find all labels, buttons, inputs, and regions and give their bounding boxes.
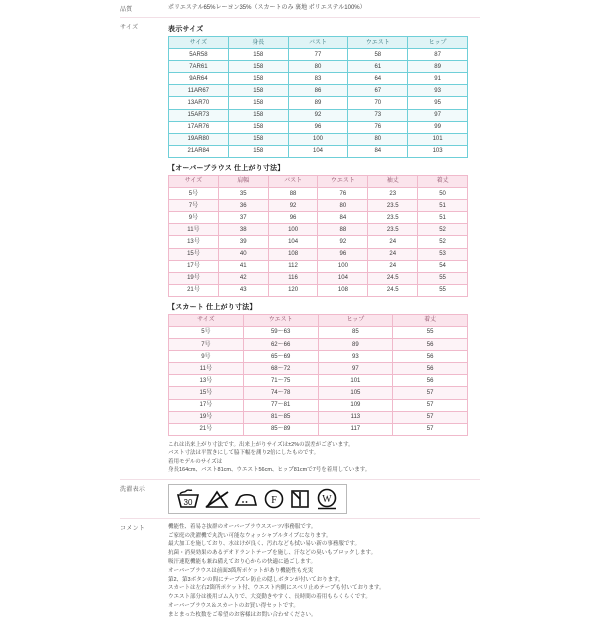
- table-cell: 65〜69: [243, 351, 318, 363]
- table-cell: 19号: [169, 272, 219, 284]
- table-cell: 53: [418, 248, 468, 260]
- table-cell: 56: [393, 363, 468, 375]
- column-header: 着丈: [393, 314, 468, 326]
- table-cell: 100: [288, 133, 348, 145]
- table-row: [169, 351, 468, 363]
- table-cell: 89: [408, 61, 468, 73]
- column-header: サイズ: [169, 37, 229, 49]
- comment-row: [120, 518, 480, 623]
- table-row: [169, 248, 468, 260]
- table-cell: 21号: [169, 284, 219, 296]
- table-cell: 89: [318, 339, 393, 351]
- column-header: ヒップ: [408, 37, 468, 49]
- comment-line: スカートは左右2箇所ポケット付、ウエスト内側にスベリ止めテープも付いております。: [168, 585, 385, 592]
- table-cell: 99: [408, 121, 468, 133]
- size-value: [168, 18, 480, 480]
- table-cell: 109: [318, 399, 393, 411]
- table-cell: 105: [318, 387, 393, 399]
- table-row: [169, 133, 468, 145]
- table-cell: 19AR80: [169, 133, 229, 145]
- table-cell: 17号: [169, 399, 244, 411]
- table-cell: 51: [418, 212, 468, 224]
- table-cell: 120: [268, 284, 318, 296]
- table-cell: 21号: [169, 423, 244, 435]
- column-header: バスト: [268, 175, 318, 187]
- table-cell: 108: [268, 248, 318, 260]
- care-symbols-box: [168, 484, 347, 514]
- table-cell: 97: [318, 363, 393, 375]
- table-cell: 86: [288, 85, 348, 97]
- table-cell: 158: [228, 109, 288, 121]
- table-cell: 11AR67: [169, 85, 229, 97]
- table-cell: 92: [288, 109, 348, 121]
- table-cell: 84: [348, 145, 408, 157]
- table-cell: 23: [368, 188, 418, 200]
- table-cell: 24: [368, 248, 418, 260]
- comment-line: オーバーブラウスは前面3箇所ポケットがあり機能性も充実: [168, 567, 314, 574]
- table-cell: 15号: [169, 248, 219, 260]
- table-cell: 97: [408, 109, 468, 121]
- svg-text:W: W: [322, 493, 332, 505]
- table-cell: 56: [393, 375, 468, 387]
- table-cell: 103: [408, 145, 468, 157]
- table-row: [169, 121, 468, 133]
- table-cell: 38: [218, 224, 268, 236]
- column-header: バスト: [288, 37, 348, 49]
- table-cell: 85: [318, 326, 393, 338]
- table-cell: 93: [408, 85, 468, 97]
- table-header-row: [169, 37, 468, 49]
- comment-line: まとまった枚数をご希望のお客様はお問い合わせください。: [168, 611, 317, 618]
- table-cell: 96: [288, 121, 348, 133]
- table-cell: 50: [418, 188, 468, 200]
- table-cell: 7AR61: [169, 61, 229, 73]
- overblouse-heading: 【オーバーブラウス 仕上がり寸法】: [168, 164, 285, 172]
- column-header: 肩幅: [218, 175, 268, 187]
- table-cell: 24.5: [368, 272, 418, 284]
- table-row: [169, 61, 468, 73]
- display-size-table: [168, 36, 468, 158]
- table-cell: 9号: [169, 351, 244, 363]
- table-cell: 57: [393, 423, 468, 435]
- note-line: 着用モデルのサイズは: [168, 458, 223, 465]
- comment-line: 機能性、着易さ抜群のオーバーブラウススーツ/事務服です。: [168, 523, 317, 530]
- table-cell: 95: [408, 97, 468, 109]
- table-cell: 92: [268, 200, 318, 212]
- quality-row: [120, 0, 480, 18]
- comment-line: オーバーブラウス＆スカートのお買い得セットです。: [168, 603, 299, 610]
- table-cell: 101: [318, 375, 393, 387]
- table-cell: 39: [218, 236, 268, 248]
- table-row: [169, 97, 468, 109]
- column-header: 着丈: [418, 175, 468, 187]
- note-line: バスト寸法は平置きにして脇下幅を測り2倍にしたものです。: [168, 450, 320, 457]
- comment-line: 吸汗速乾機能も兼ね備えており心からの快適に過ごします。: [168, 559, 317, 566]
- table-row: [169, 272, 468, 284]
- table-cell: 57: [393, 387, 468, 399]
- table-cell: 11号: [169, 363, 244, 375]
- dryclean-f-icon: [262, 488, 286, 510]
- table-cell: 36: [218, 200, 268, 212]
- table-cell: 76: [348, 121, 408, 133]
- table-cell: 85〜89: [243, 423, 318, 435]
- table-cell: 52: [418, 224, 468, 236]
- iron-low-icon: [233, 488, 259, 510]
- overblouse-table: [168, 175, 468, 297]
- table-cell: 17号: [169, 260, 219, 272]
- table-row: [169, 387, 468, 399]
- line-dry-shade-icon: [289, 488, 311, 510]
- table-cell: 158: [228, 145, 288, 157]
- care-value: [168, 479, 480, 518]
- table-row: [169, 326, 468, 338]
- table-cell: 88: [268, 188, 318, 200]
- column-header: 身長: [228, 37, 288, 49]
- table-cell: 55: [393, 326, 468, 338]
- table-row: [169, 363, 468, 375]
- table-cell: 37: [218, 212, 268, 224]
- table-cell: 89: [288, 97, 348, 109]
- table-cell: 13号: [169, 236, 219, 248]
- table-cell: 87: [408, 49, 468, 61]
- skirt-heading: 【スカート 仕上がり寸法】: [168, 303, 257, 311]
- table-cell: 42: [218, 272, 268, 284]
- table-header-row: [169, 175, 468, 187]
- table-cell: 23.5: [368, 200, 418, 212]
- table-cell: 54: [418, 260, 468, 272]
- size-row: [120, 18, 480, 480]
- quality-label: 品質: [120, 0, 168, 18]
- table-cell: 59〜63: [243, 326, 318, 338]
- table-cell: 23.5: [368, 212, 418, 224]
- table-cell: 55: [418, 284, 468, 296]
- table-cell: 5号: [169, 188, 219, 200]
- table-row: [169, 224, 468, 236]
- column-header: ウエスト: [243, 314, 318, 326]
- table-cell: 68〜72: [243, 363, 318, 375]
- table-cell: 15号: [169, 387, 244, 399]
- table-cell: 88: [318, 224, 368, 236]
- column-header: ヒップ: [318, 314, 393, 326]
- comment-text: [168, 523, 480, 620]
- table-cell: 116: [268, 272, 318, 284]
- table-cell: 7号: [169, 339, 244, 351]
- display-size-heading: 表示サイズ: [168, 26, 204, 33]
- quality-value: [168, 0, 480, 18]
- table-row: [169, 236, 468, 248]
- table-cell: 100: [318, 260, 368, 272]
- table-cell: 91: [408, 73, 468, 85]
- table-cell: 23.5: [368, 224, 418, 236]
- table-cell: 80: [348, 133, 408, 145]
- table-cell: 76: [318, 188, 368, 200]
- table-cell: 57: [393, 411, 468, 423]
- table-cell: 61: [348, 61, 408, 73]
- table-cell: 158: [228, 73, 288, 85]
- table-cell: 41: [218, 260, 268, 272]
- size-label: サイズ: [120, 18, 168, 480]
- table-row: [169, 375, 468, 387]
- comment-line: ご家庭の洗濯機で丸洗い可能なウォッシャブルタイプになります。: [168, 532, 332, 539]
- size-notes: [168, 441, 480, 475]
- comment-line: 第2、第3ボタンの間にテープズレ防止の隠しボタンが付いております。: [168, 576, 344, 583]
- overblouse-group: [168, 163, 480, 297]
- table-cell: 81〜85: [243, 411, 318, 423]
- table-cell: 93: [318, 351, 393, 363]
- table-cell: 43: [218, 284, 268, 296]
- table-cell: 5号: [169, 326, 244, 338]
- table-cell: 112: [268, 260, 318, 272]
- no-bleach-icon: [204, 488, 230, 510]
- table-cell: 52: [418, 236, 468, 248]
- table-cell: 104: [268, 236, 318, 248]
- table-cell: 71〜75: [243, 375, 318, 387]
- table-cell: 158: [228, 61, 288, 73]
- table-row: [169, 399, 468, 411]
- table-cell: 92: [318, 236, 368, 248]
- table-header-row: [169, 314, 468, 326]
- quality-text: ポリエステル65%レーヨン35%（スカートのみ 裏地 ポリエステル100%）: [168, 5, 366, 11]
- table-cell: 101: [408, 133, 468, 145]
- table-row: [169, 212, 468, 224]
- table-cell: 15AR73: [169, 109, 229, 121]
- table-cell: 77〜81: [243, 399, 318, 411]
- table-cell: 24: [368, 236, 418, 248]
- svg-text:30: 30: [183, 497, 193, 507]
- table-row: [169, 339, 468, 351]
- comment-label: コメント: [120, 525, 146, 532]
- comment-line: 抗菌・消臭効果のあるデオドラントテープを施し、汗などの臭いもブロックします。: [168, 550, 377, 557]
- note-line: これは出来上がり寸法です。出来上がりサイズは±2%の誤差がございます。: [168, 441, 354, 448]
- table-cell: 17AR76: [169, 121, 229, 133]
- table-cell: 13AR70: [169, 97, 229, 109]
- table-cell: 74〜78: [243, 387, 318, 399]
- care-label: 洗濯表示: [120, 479, 168, 518]
- table-cell: 158: [228, 133, 288, 145]
- spec-table: [120, 0, 480, 624]
- table-cell: 55: [418, 272, 468, 284]
- wet-clean-w-icon: [314, 488, 340, 510]
- table-cell: 84: [318, 212, 368, 224]
- table-row: [169, 85, 468, 97]
- table-cell: 51: [418, 200, 468, 212]
- table-cell: 57: [393, 399, 468, 411]
- comment-line: ウエスト部分は後用ゴム入りで、大変動きやすく、長時間の着用もらくらくです。: [168, 594, 371, 601]
- column-header: ウエスト: [348, 37, 408, 49]
- table-cell: 113: [318, 411, 393, 423]
- display-size-group: [168, 24, 480, 158]
- care-row: [120, 479, 480, 518]
- note-line: 身長164cm、バスト81cm、ウエスト56cm、ヒップ81cmで7号を着用しています。: [168, 467, 371, 474]
- table-row: [169, 73, 468, 85]
- table-cell: 58: [348, 49, 408, 61]
- skirt-group: [168, 302, 480, 436]
- care-symbols-row: [175, 488, 340, 510]
- table-cell: 104: [318, 272, 368, 284]
- table-cell: 158: [228, 97, 288, 109]
- table-cell: 19号: [169, 411, 244, 423]
- table-cell: 9AR64: [169, 73, 229, 85]
- table-cell: 40: [218, 248, 268, 260]
- skirt-table: [168, 314, 468, 436]
- table-cell: 24: [368, 260, 418, 272]
- table-cell: 117: [318, 423, 393, 435]
- table-cell: 100: [268, 224, 318, 236]
- table-cell: 67: [348, 85, 408, 97]
- table-cell: 5AR58: [169, 49, 229, 61]
- table-cell: 64: [348, 73, 408, 85]
- table-cell: 9号: [169, 212, 219, 224]
- table-cell: 108: [318, 284, 368, 296]
- table-row: [169, 260, 468, 272]
- table-row: [169, 423, 468, 435]
- table-cell: 73: [348, 109, 408, 121]
- table-row: [169, 284, 468, 296]
- table-row: [169, 188, 468, 200]
- table-cell: 56: [393, 339, 468, 351]
- table-cell: 80: [318, 200, 368, 212]
- table-row: [169, 49, 468, 61]
- table-cell: 158: [228, 85, 288, 97]
- comment-value: [168, 518, 480, 623]
- table-cell: 24.5: [368, 284, 418, 296]
- table-row: [169, 200, 468, 212]
- wash-tub-30-icon: [175, 488, 201, 510]
- table-cell: 96: [268, 212, 318, 224]
- table-row: [169, 145, 468, 157]
- comment-line: 最大加工を施しており、水はけが良く、汚れなども拭い易い新の事務服です。: [168, 541, 360, 548]
- column-header: サイズ: [169, 314, 244, 326]
- table-cell: 21AR84: [169, 145, 229, 157]
- table-cell: 80: [288, 61, 348, 73]
- table-cell: 77: [288, 49, 348, 61]
- table-cell: 158: [228, 121, 288, 133]
- table-cell: 104: [288, 145, 348, 157]
- table-cell: 7号: [169, 200, 219, 212]
- column-header: サイズ: [169, 175, 219, 187]
- svg-text:F: F: [271, 494, 277, 506]
- table-cell: 11号: [169, 224, 219, 236]
- column-header: 袖丈: [368, 175, 418, 187]
- table-cell: 13号: [169, 375, 244, 387]
- table-cell: 35: [218, 188, 268, 200]
- table-cell: 62〜66: [243, 339, 318, 351]
- table-cell: 96: [318, 248, 368, 260]
- table-cell: 158: [228, 49, 288, 61]
- column-header: ウエスト: [318, 175, 368, 187]
- table-cell: 56: [393, 351, 468, 363]
- table-cell: 70: [348, 97, 408, 109]
- table-row: [169, 411, 468, 423]
- table-row: [169, 109, 468, 121]
- table-cell: 83: [288, 73, 348, 85]
